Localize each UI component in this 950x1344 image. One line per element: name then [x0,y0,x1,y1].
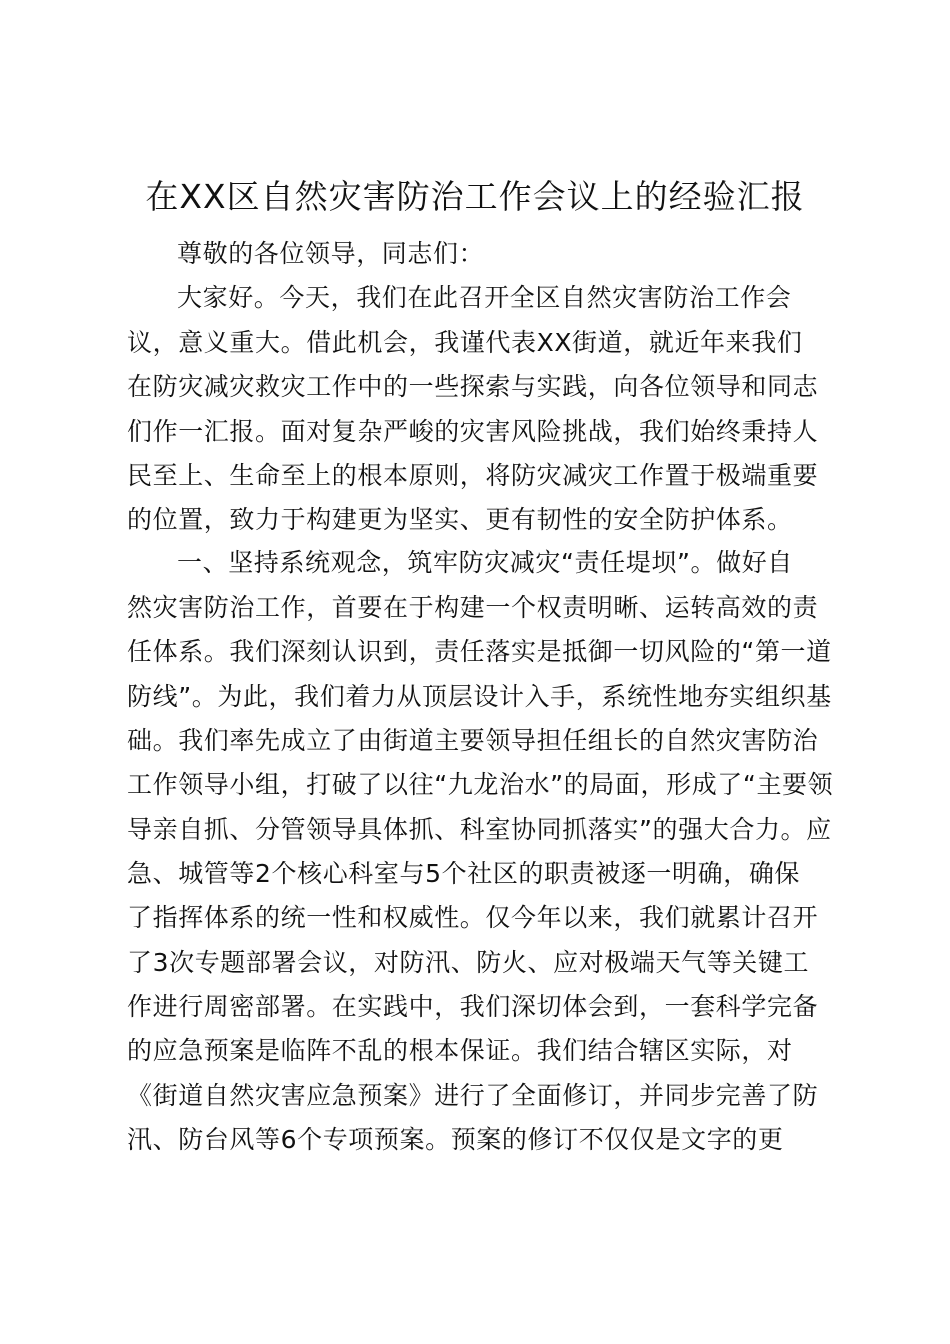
paragraph-line: 然灾害防治工作，首要在于构建一个权责明晰、运转高效的责 [127,593,819,622]
paragraph-line: 础。我们率先成立了由街道主要领导担任组长的自然灾害防治 [127,726,819,755]
paragraph-line: 在防灾减灾救灾工作中的一些探索与实践，向各位领导和同志 [127,372,819,401]
paragraph-line: 了指挥体系的统一性和权威性。仅今年以来，我们就累计召开 [127,903,819,932]
section-heading-line: 一、坚持系统观念，筑牢防灾减灾“责任堤坝”。做好自 [177,548,793,577]
paragraph-line: 作进行周密部署。在实践中，我们深切体会到，一套科学完备 [127,992,819,1021]
paragraph-line: 导亲自抓、分管领导具体抓、科室协同抓落实”的强大合力。应 [127,815,832,844]
paragraph-line: 汛、防台风等6个专项预案。预案的修订不仅仅是文字的更 [127,1125,784,1154]
paragraph-line: 们作一汇报。面对复杂严峻的灾害风险挑战，我们始终秉持人 [127,417,819,446]
salutation-line: 尊敬的各位领导，同志们： [177,239,485,268]
paragraph-line: 急、城管等2个核心科室与5个社区的职责被逐一明确，确保 [127,859,801,888]
paragraph-line: 防线”。为此，我们着力从顶层设计入手，系统性地夯实组织基 [127,682,832,711]
paragraph-line: 任体系。我们深刻认识到，责任落实是抵御一切风险的“第一道 [127,637,832,666]
paragraph-line: 了3次专题部署会议，对防汛、防火、应对极端天气等关键工 [127,948,810,977]
paragraph-line: 议，意义重大。借此机会，我谨代表XX街道，就近年来我们 [127,328,803,357]
paragraph-line: 的位置，致力于构建更为坚实、更有韧性的安全防护体系。 [127,505,793,534]
document-title: 在XX区自然灾害防治工作会议上的经验汇报 [145,177,805,216]
paragraph-line: 大家好。今天，我们在此召开全区自然灾害防治工作会 [177,283,792,312]
paragraph-line: 工作领导小组，打破了以往“九龙治水”的局面，形成了“主要领 [127,770,834,799]
paragraph-line: 民至上、生命至上的根本原则，将防灾减灾工作置于极端重要 [127,461,819,490]
paragraph-line: 的应急预案是临阵不乱的根本保证。我们结合辖区实际，对 [127,1036,793,1065]
paragraph-line: 《街道自然灾害应急预案》进行了全面修订，并同步完善了防 [127,1081,819,1110]
